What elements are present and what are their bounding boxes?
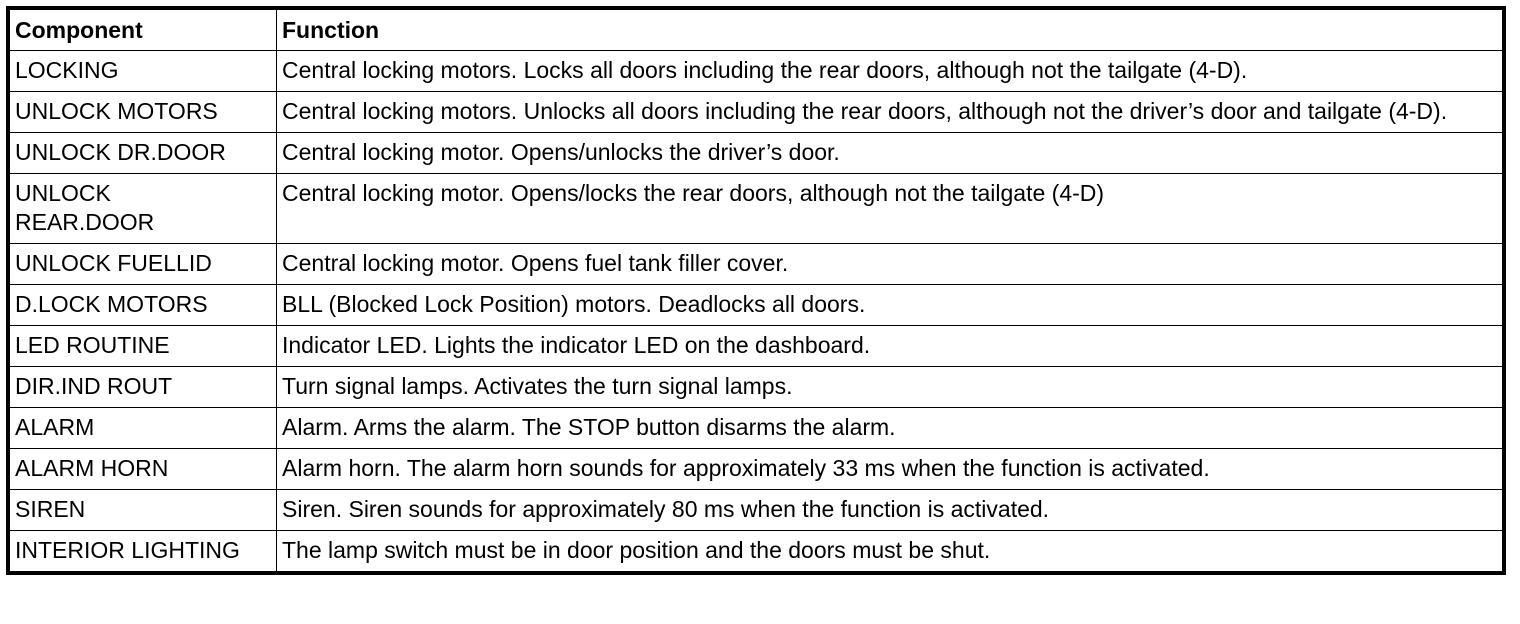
table-row — [10, 490, 1503, 531]
function-cell: Turn signal lamps. Activates the turn signal lamps. — [277, 367, 1503, 408]
function-cell: Central locking motor. Opens/locks the rear doors, although not the tailgate (4-D) — [277, 174, 1503, 244]
component-cell: LED ROUTINE — [10, 326, 277, 367]
table-row — [10, 133, 1503, 174]
component-cell: UNLOCK REAR.DOOR — [10, 174, 277, 244]
component-function-table-frame — [6, 6, 1506, 575]
component-cell: ALARM HORN — [10, 449, 277, 490]
function-cell: Central locking motors. Unlocks all doors including the rear doors, although not the driver’s door and tailgate (4-D). — [277, 92, 1503, 133]
table-row — [10, 51, 1503, 92]
table-row — [10, 92, 1503, 133]
function-cell: Central locking motor. Opens/unlocks the driver’s door. — [277, 133, 1503, 174]
component-cell: DIR.IND ROUT — [10, 367, 277, 408]
table-row — [10, 408, 1503, 449]
function-cell: Alarm horn. The alarm horn sounds for approximately 33 ms when the function is activated. — [277, 449, 1503, 490]
column-header-component: Component — [10, 10, 277, 51]
function-cell: Indicator LED. Lights the indicator LED on the dashboard. — [277, 326, 1503, 367]
component-cell: ALARM — [10, 408, 277, 449]
component-cell: SIREN — [10, 490, 277, 531]
function-cell: Alarm. Arms the alarm. The STOP button disarms the alarm. — [277, 408, 1503, 449]
table-header-row — [10, 10, 1503, 51]
component-cell: UNLOCK DR.DOOR — [10, 133, 277, 174]
table-row — [10, 285, 1503, 326]
component-function-table — [9, 9, 1503, 572]
function-cell: Central locking motors. Locks all doors including the rear doors, although not the tailgate (4-D). — [277, 51, 1503, 92]
table-row — [10, 326, 1503, 367]
function-cell: The lamp switch must be in door position and the doors must be shut. — [277, 531, 1503, 572]
function-cell: Siren. Siren sounds for approximately 80 ms when the function is activated. — [277, 490, 1503, 531]
function-cell: Central locking motor. Opens fuel tank filler cover. — [277, 244, 1503, 285]
component-cell: UNLOCK MOTORS — [10, 92, 277, 133]
table-row — [10, 244, 1503, 285]
component-cell: UNLOCK FUELLID — [10, 244, 277, 285]
table-row — [10, 367, 1503, 408]
component-cell: INTERIOR LIGHTING — [10, 531, 277, 572]
function-cell: BLL (Blocked Lock Position) motors. Deadlocks all doors. — [277, 285, 1503, 326]
table-row — [10, 174, 1503, 244]
table-row — [10, 531, 1503, 572]
table-row — [10, 449, 1503, 490]
column-header-function: Function — [277, 10, 1503, 51]
component-cell: D.LOCK MOTORS — [10, 285, 277, 326]
component-cell: LOCKING — [10, 51, 277, 92]
